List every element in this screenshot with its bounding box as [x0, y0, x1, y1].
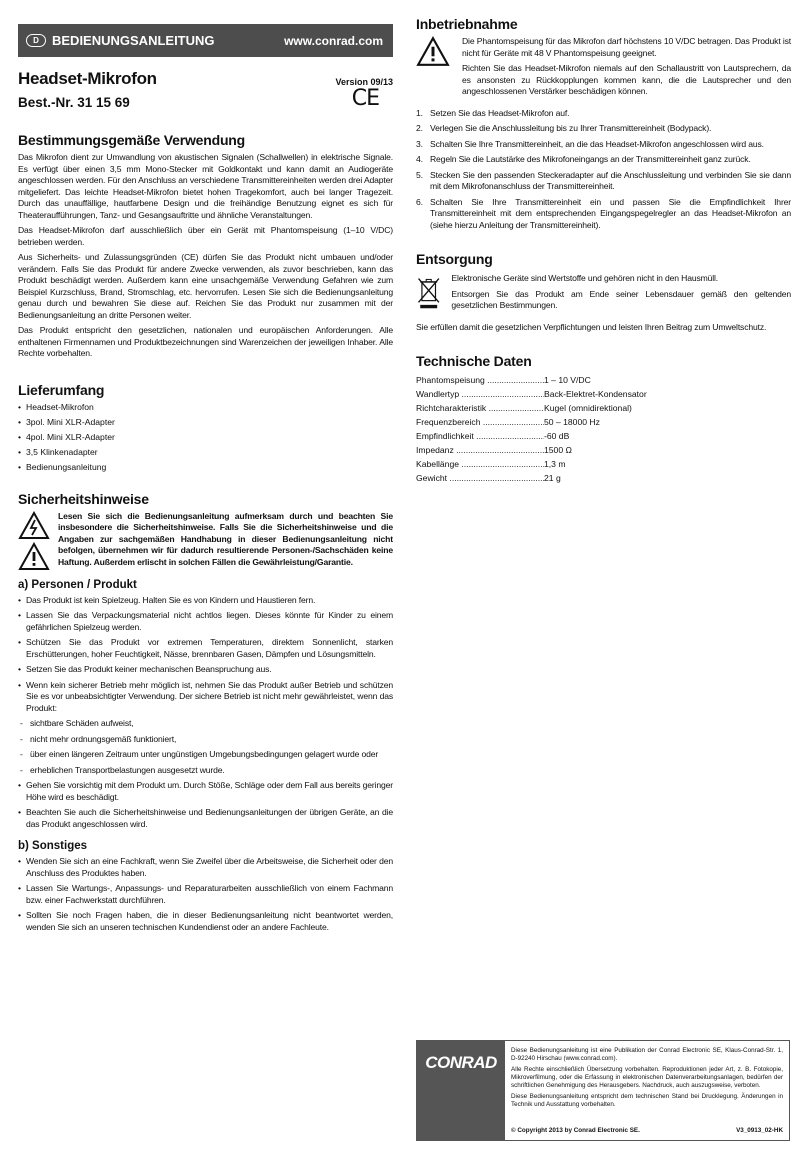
- document-code: V3_0913_02-HK: [736, 1127, 783, 1134]
- subsection-heading: a) Personen / Produkt: [18, 578, 137, 591]
- disposal-text: Elektronische Geräte sind Wertstoffe und gehören nicht in den Hausmüll.: [451, 273, 718, 283]
- copyright: © Copyright 2013 by Conrad Electronic SE.: [511, 1127, 640, 1134]
- header-bar: [18, 24, 393, 57]
- disposal-section: [416, 251, 791, 333]
- weee-bin-icon: [416, 273, 441, 313]
- list-item: • Bedienungsanleitung: [18, 462, 393, 473]
- paragraph: Aus Sicherheits- und Zulassungsgründen (CE) dürfen Sie das Produkt nicht umbauen und/oder verändern. Falls Sie das Produkt für andere Zwecke verwenden, als zuvor beschrieben, kann das Produkt beschädigt werden. Außerdem kann eine unsachgemäße Verwendung Gefahren wie zum Beispiel Kurzschluss, Brand, Stromschlag, etc. hervorrufen. Lesen Sie sich die Bedienungsanleitung genau durch und bewahren Sie diese auf. Reichen Sie das Produkt nur zusammen mit der Bedienungsanleitung an dritte Personen weiter.: [18, 252, 393, 320]
- persons-list: [18, 595, 393, 715]
- list-item: - sichtbare Schäden aufweist,: [18, 718, 393, 730]
- version-label: Version 09/13: [335, 77, 393, 87]
- warning-text: Die Phantomspeisung für das Mikrofon darf höchstens 10 V/DC betragen. Das Produkt ist nicht für Geräte mit 48 V Phantomspeisung geeignet.: [462, 36, 791, 58]
- list-item: • Lassen Sie Wartungs-, Anpassungs- und Reparaturarbeiten ausschließlich von einem Fachmann bzw. einer Fachwerkstatt durchführen.: [18, 883, 393, 906]
- spec-row: Phantomspeisung ..... 1 – 10 V/DC: [416, 373, 791, 387]
- safety-intro: Lesen Sie sich die Bedienungsanleitung aufmerksam durch und beachten Sie insbesondere die Sicherheitshinweise. Falls Sie die Sicherheitshinweise und die Angaben zur sachgemäßen Handhabung in dieser Bedienungsanleitung nicht befolgen, übernehmen wir für dadurch resultierende Personen-/Sachschäden keine Haftung. Außerdem erlischt in solchen Fällen die Gewährleistung/Garantie.: [58, 510, 393, 567]
- list-item: • Beachten Sie auch die Sicherheitshinweise und Bedienungsanleitungen der übrigen Geräte, an die das Produkt angeschlossen wird.: [18, 807, 393, 830]
- header-title: BEDIENUNGSANLEITUNG: [52, 33, 215, 48]
- list-item: • Wenn kein sicherer Betrieb mehr möglich ist, nehmen Sie das Produkt außer Betrieb und schützen Sie es vor unbeabsichtigter Verwendung. Der sichere Betrieb ist nicht mehr gewährleistet, wenn das Produkt:: [18, 680, 393, 715]
- section-heading: Lieferumfang: [18, 381, 105, 398]
- section-heading: Technische Daten: [416, 353, 532, 369]
- right-column: [416, 16, 791, 485]
- safety-section: [18, 491, 393, 934]
- list-item: • 4pol. Mini XLR-Adapter: [18, 432, 393, 443]
- spec-row: Frequenzbereich ..... 50 – 18000 Hz: [416, 415, 791, 429]
- section-heading: Bestimmungsgemäße Verwendung: [18, 132, 246, 148]
- spec-table: [416, 373, 791, 485]
- paragraph: Das Mikrofon dient zur Umwandlung von akustischen Signalen (Schallwellen) in elektrische Signale. Es verfügt über einen 3,5 mm Mono-Stecker mit Goldkontakt und kann damit an Audiogeräte angeschlossen werden. Für den Anschluss an verschiedene Transmittereinheiten werden drei Adapter mitgeliefert. Das leichte Headset-Mikrofon bietet hohen Tragekomfort, auch bei langer Tragezeit. Durch das unauffällige, hautfarbene Design und die freihändige Benutzung eignet es sich für Theateraufführungen, Tanz- und Gesangsauftritte und ähnliche Veranstaltungen.: [18, 152, 393, 220]
- disposal-text: Entsorgen Sie das Produkt am Ende seiner Lebensdauer gemäß den geltenden gesetzlichen Bestimmungen.: [451, 288, 791, 310]
- scope-list: [18, 402, 393, 473]
- spec-row: Gewicht ..... 21 g: [416, 471, 791, 485]
- list-item: 5. Stecken Sie den passenden Steckeradapter auf die Anschlussleitung und verbinden Sie sie dann mit dem Mikrofonanschluss der Transmittereinheit.: [416, 169, 791, 191]
- persons-list-continued: [18, 780, 393, 830]
- list-item: 1. Setzen Sie das Headset-Mikrofon auf.: [416, 107, 570, 118]
- list-item: - nicht mehr ordnungsgemäß funktioniert,: [18, 734, 393, 746]
- footer-paragraph: Diese Bedienungsanleitung entspricht dem technischen Stand bei Drucklegung. Änderungen in Technik und Ausstattung vorbehalten.: [511, 1093, 783, 1108]
- other-list: [18, 856, 393, 933]
- list-item: 3. Schalten Sie Ihre Transmittereinheit, an die das Headset-Mikrofon angeschlossen wird aus.: [416, 138, 764, 149]
- subsection-heading: b) Sonstiges: [18, 840, 88, 852]
- list-item: • Schützen Sie das Produkt vor extremen Temperaturen, direktem Sonnenlicht, starken Erschütterungen, hoher Feuchtigkeit, Nässe, brennbaren Gasen, Dämpfen und Lösungsmitteln.: [18, 637, 393, 660]
- list-item: - über einen längeren Zeitraum unter ungünstigen Umgebungsbedingungen gelagert wurde oder: [18, 749, 393, 761]
- warning-icon: [416, 36, 450, 67]
- section-heading: Inbetriebnahme: [416, 16, 518, 32]
- list-item: • Lassen Sie das Verpackungsmaterial nicht achtlos liegen. Dieses könnte für Kinder zu einem gefährlichen Spielzeug werden.: [18, 610, 393, 633]
- conditions-list: [18, 718, 393, 776]
- section-heading: Entsorgung: [416, 251, 493, 267]
- item-number: Best.-Nr. 31 15 69: [18, 95, 130, 110]
- list-item: 6. Schalten Sie Ihre Transmittereinheit ein und passen Sie die Empfindlichkeit Ihrer Transmittereinheit mit dem entsprechenden Eingangspegelregler an das Headset-Mikrofon an (siehe hierzu Anleitung der Transmittereinheit).: [416, 196, 791, 230]
- list-item: 2. Verlegen Sie die Anschlussleitung bis zu Ihrer Transmittereinheit (Bodypack).: [416, 123, 712, 133]
- publisher-footer: [416, 1040, 790, 1141]
- disposal-closing: Sie erfüllen damit die gesetzlichen Verpflichtungen und leisten Ihren Beitrag zum Umweltschutz.: [416, 321, 767, 332]
- list-item: • 3,5 Klinkenadapter: [18, 447, 393, 458]
- product-title: Headset-Mikrofon: [18, 69, 157, 88]
- list-item: • Gehen Sie vorsichtig mit dem Produkt um. Durch Stöße, Schläge oder dem Fall aus bereits geringer Höhe wird es beschädigt.: [18, 780, 393, 803]
- warning-icon: [18, 542, 50, 571]
- language-badge: D: [26, 34, 46, 47]
- list-item: • Setzen Sie das Produkt keiner mechanischen Beanspruchung aus.: [18, 664, 393, 676]
- warning-text: Richten Sie das Headset-Mikrofon niemals auf den Schallaustritt von Lautsprechern, da es ansonsten zu Rückkopplungen kommen kann, die die Lautsprecher und den angeschlossenen Verstärker beschädigen können.: [462, 63, 791, 96]
- commissioning-section: [416, 16, 791, 231]
- electric-warning-icon: [18, 511, 50, 540]
- list-item: • Das Produkt ist kein Spielzeug. Halten Sie es von Kindern und Haustieren fern.: [18, 595, 393, 607]
- scope-section: [18, 382, 393, 473]
- footer-paragraph: Diese Bedienungsanleitung ist eine Publikation der Conrad Electronic SE, Klaus-Conrad-Str. 1, D-92240 Hirschau (www.conrad.com).: [511, 1047, 783, 1062]
- spec-row: Wandlertyp ..... Back-Elektret-Kondensator: [416, 387, 791, 401]
- tech-data-section: [416, 353, 791, 485]
- list-item: • 3pol. Mini XLR-Adapter: [18, 417, 393, 428]
- spec-row: Kabellänge ..... 1,3 m: [416, 457, 791, 471]
- list-item: 4. Regeln Sie die Lautstärke des Mikrofoneingangs an der Transmittereinheit ganz zurück.: [416, 154, 751, 164]
- list-item: • Headset-Mikrofon: [18, 402, 393, 413]
- list-item: - erheblichen Transportbelastungen ausgesetzt wurde.: [18, 765, 393, 777]
- intended-use-section: [18, 132, 393, 360]
- spec-row: Impedanz ..... 1500 Ω: [416, 443, 791, 457]
- conrad-logo: CONRAD: [417, 1041, 505, 1140]
- footer-paragraph: Alle Rechte einschließlich Übersetzung vorbehalten. Reproduktionen jeder Art, z. B. Fotokopie, Mikroverfilmung, oder die Erfassung in elektronischen Datenverarbeitungsanlagen, bedürfen der schriftlichen Genehmigung des Herausgebers. Nachdruck, auch auszugsweise, verboten.: [511, 1066, 783, 1089]
- left-column: [18, 24, 393, 937]
- list-item: • Sollten Sie noch Fragen haben, die in dieser Bedienungsanleitung nicht beantwortet werden, wenden Sie sich an unseren technischen Kundendienst oder an andere Fachleute.: [18, 910, 393, 933]
- steps-list: [416, 108, 791, 232]
- section-heading: Sicherheitshinweise: [18, 490, 149, 507]
- spec-row: Empfindlichkeit ..... -60 dB: [416, 429, 791, 443]
- list-item: • Wenden Sie sich an eine Fachkraft, wenn Sie Zweifel über die Arbeitsweise, die Sicherheit oder den Anschluss des Produktes haben.: [18, 856, 393, 879]
- paragraph: Das Produkt entspricht den gesetzlichen, nationalen und europäischen Anforderungen. Alle enthaltenen Firmennamen und Produktbezeichnungen sind Warenzeichen der jeweiligen Inhaber. Alle Rechte vorbehalten.: [18, 325, 393, 358]
- header-url[interactable]: www.conrad.com: [284, 33, 383, 48]
- paragraph: Das Headset-Mikrofon darf ausschließlich über ein Gerät mit Phantomspeisung (1–10 V/DC) betrieben werden.: [18, 225, 393, 247]
- spec-row: Richtcharakteristik ..... Kugel (omnidirektional): [416, 401, 791, 415]
- ce-mark-icon: CE: [351, 86, 379, 111]
